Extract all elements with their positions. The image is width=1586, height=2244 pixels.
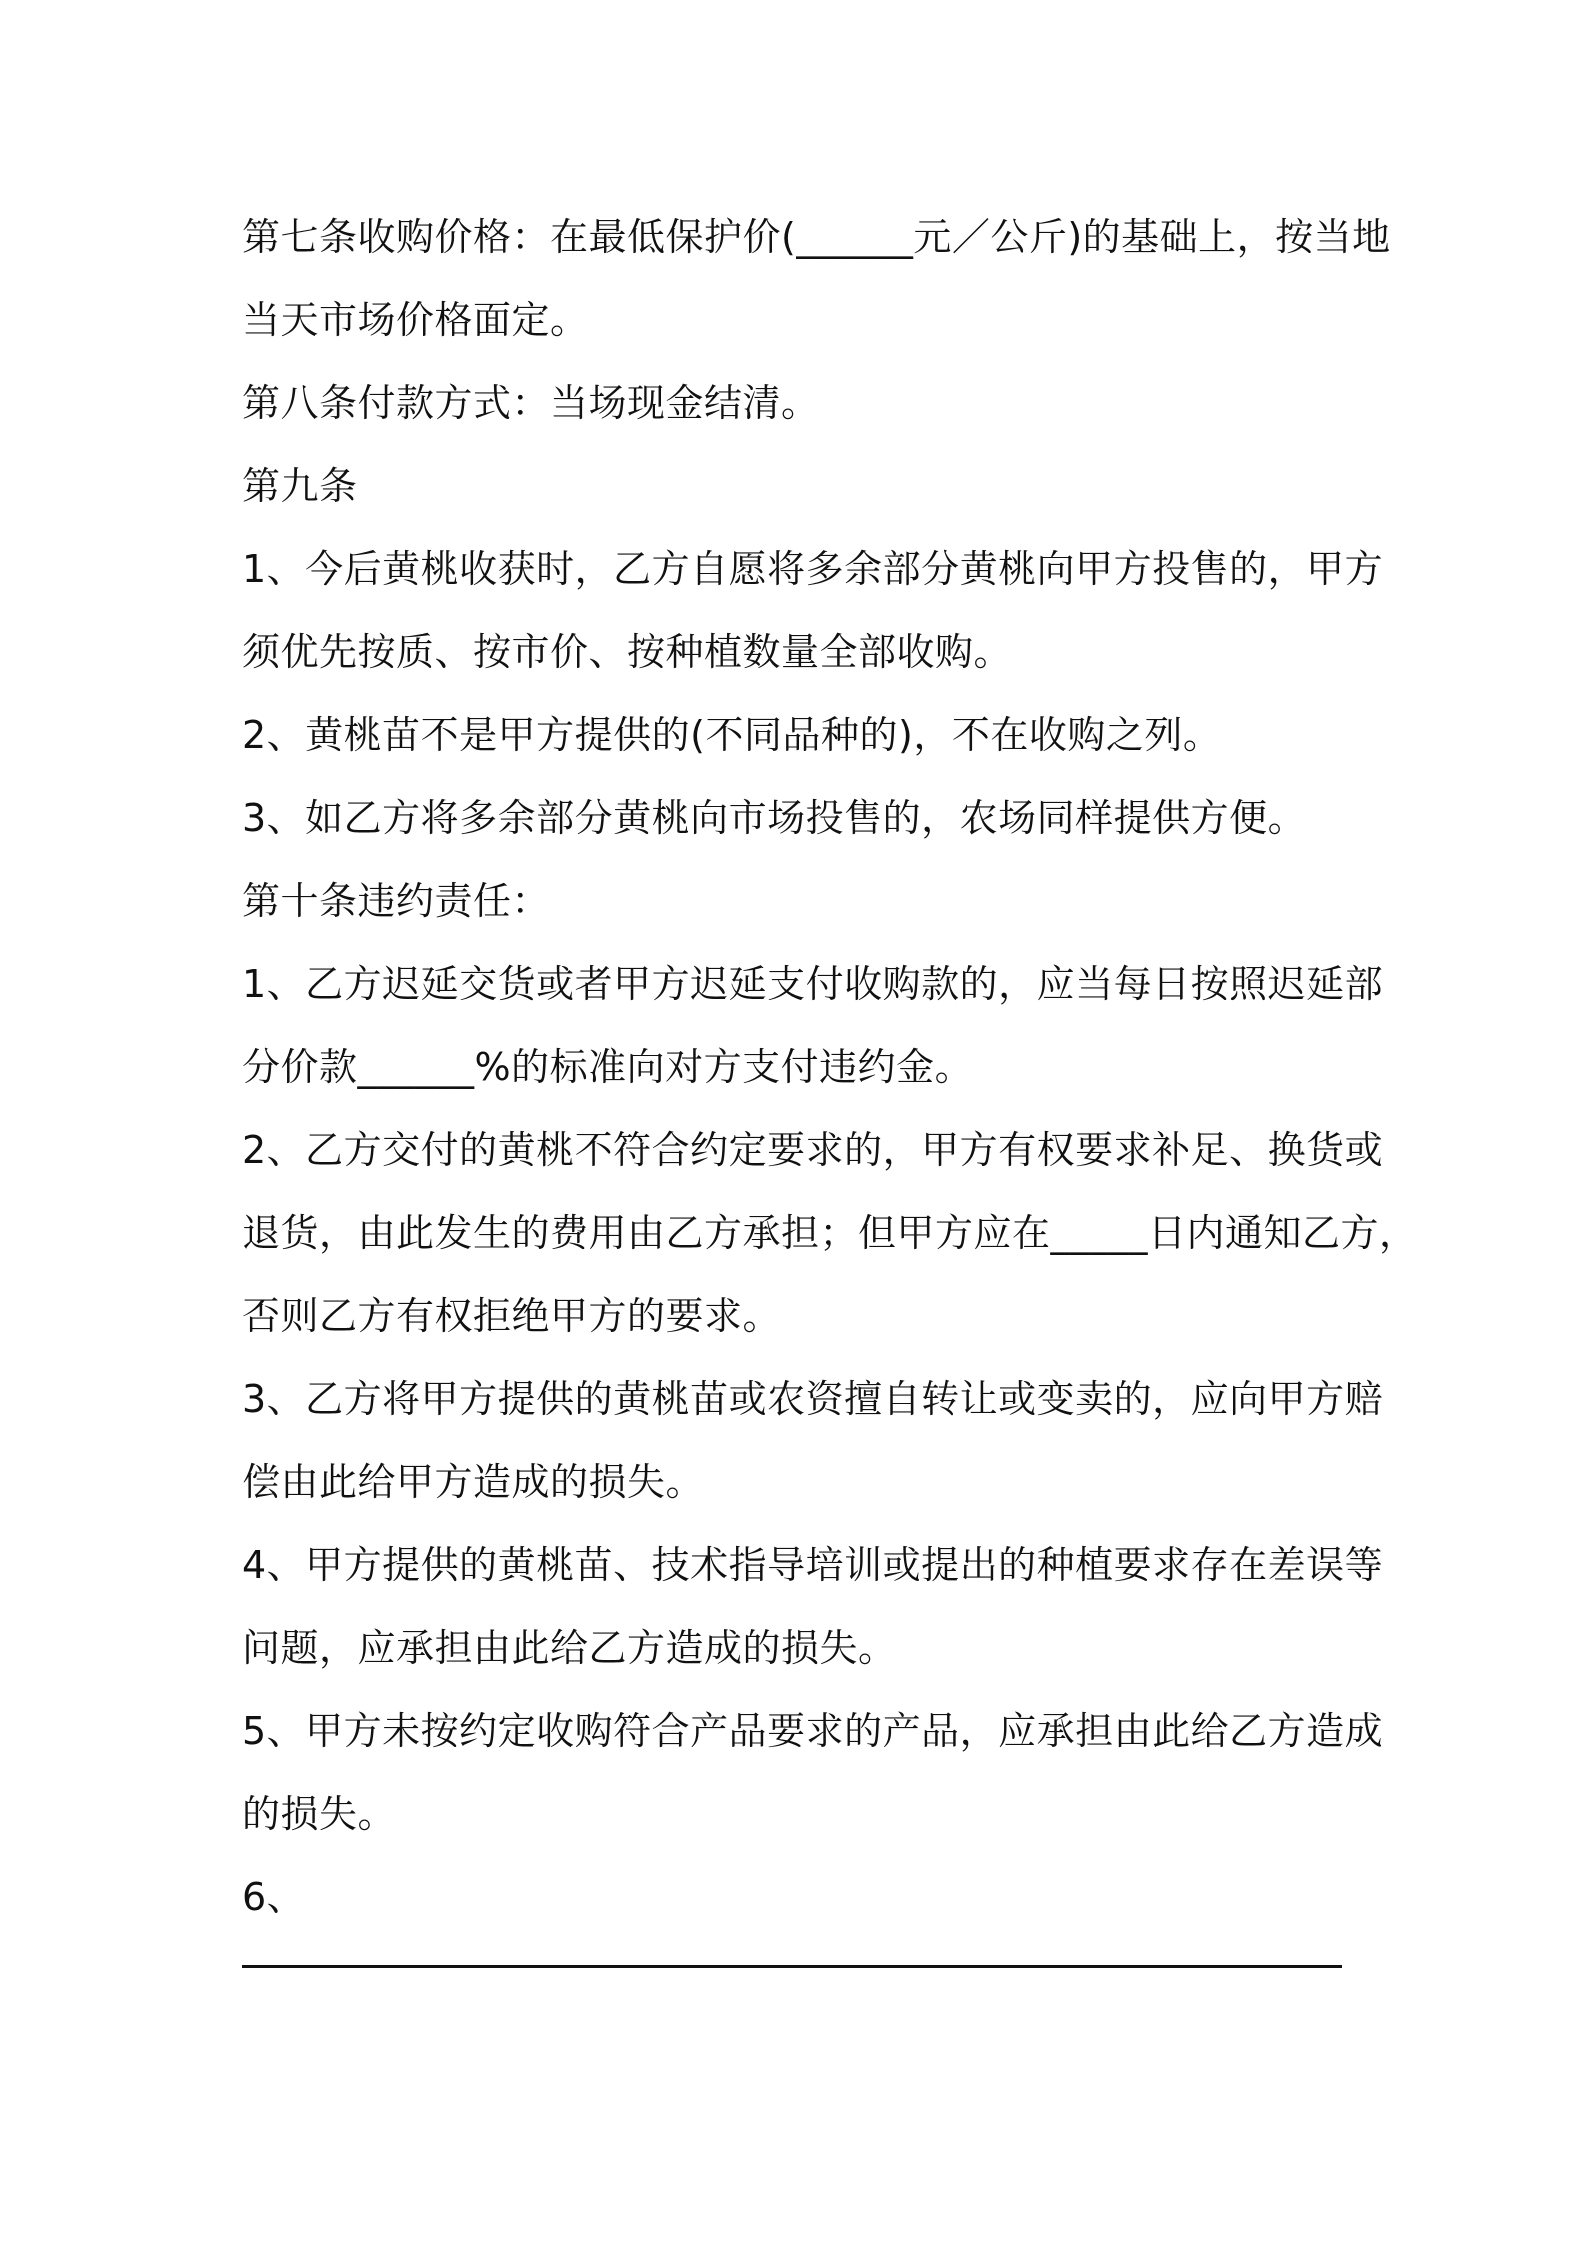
article-10-item-4-line-1: 4、甲方提供的黄桃苗、技术指导培训或提出的种植要求存在差误等	[242, 1543, 1384, 1587]
article-10-item-1-line-1: 1、乙方迟延交货或者甲方迟延支付收购款的，应当每日按照迟延部	[242, 962, 1384, 1006]
article-10-heading: 第十条违约责任：	[242, 879, 551, 923]
article-8-payment: 第八条付款方式：当场现金结清。	[242, 381, 820, 425]
article-10-item-3-line-2: 偿由此给甲方造成的损失。	[242, 1460, 705, 1504]
article-10-item-3-line-1: 3、乙方将甲方提供的黄桃苗或农资擅自转让或变卖的，应向甲方赔	[242, 1377, 1384, 1421]
article-10-item-2-line-2: 退货，由此发生的费用由乙方承担；但甲方应在_____日内通知乙方，	[242, 1211, 1418, 1255]
article-9-item-2: 2、黄桃苗不是甲方提供的(不同品种的)，不在收购之列。	[242, 713, 1222, 757]
article-9-item-1-line-2: 须优先按质、按市价、按种植数量全部收购。	[242, 630, 1013, 674]
article-9-item-1-line-1: 1、今后黄桃收获时，乙方自愿将多余部分黄桃向甲方投售的，甲方	[242, 547, 1384, 591]
article-10-item-1-line-2: 分价款______%的标准向对方支付违约金。	[242, 1045, 974, 1089]
article-10-item-2-line-3: 否则乙方有权拒绝甲方的要求。	[242, 1294, 782, 1338]
article-10-item-4-line-2: 问题，应承担由此给乙方造成的损失。	[242, 1626, 897, 1670]
article-7-price-line-2: 当天市场价格面定。	[242, 298, 589, 342]
article-10-item-5-line-1: 5、甲方未按约定收购符合产品要求的产品，应承担由此给乙方造成	[242, 1709, 1384, 1753]
article-9-heading: 第九条	[242, 464, 358, 508]
article-10-item-6: 6、	[242, 1875, 306, 1919]
article-9-item-3: 3、如乙方将多余部分黄桃向市场投售的，农场同样提供方便。	[242, 796, 1307, 840]
article-10-item-5-line-2: 的损失。	[242, 1792, 397, 1836]
document-body	[242, 196, 1418, 1968]
article-10-item-2-line-1: 2、乙方交付的黄桃不符合约定要求的，甲方有权要求补足、换货或	[242, 1128, 1384, 1172]
article-7-price-line-1: 第七条收购价格：在最低保护价(______元／公斤)的基础上，按当地	[242, 215, 1391, 259]
blank-fill-line	[242, 1965, 1342, 1968]
